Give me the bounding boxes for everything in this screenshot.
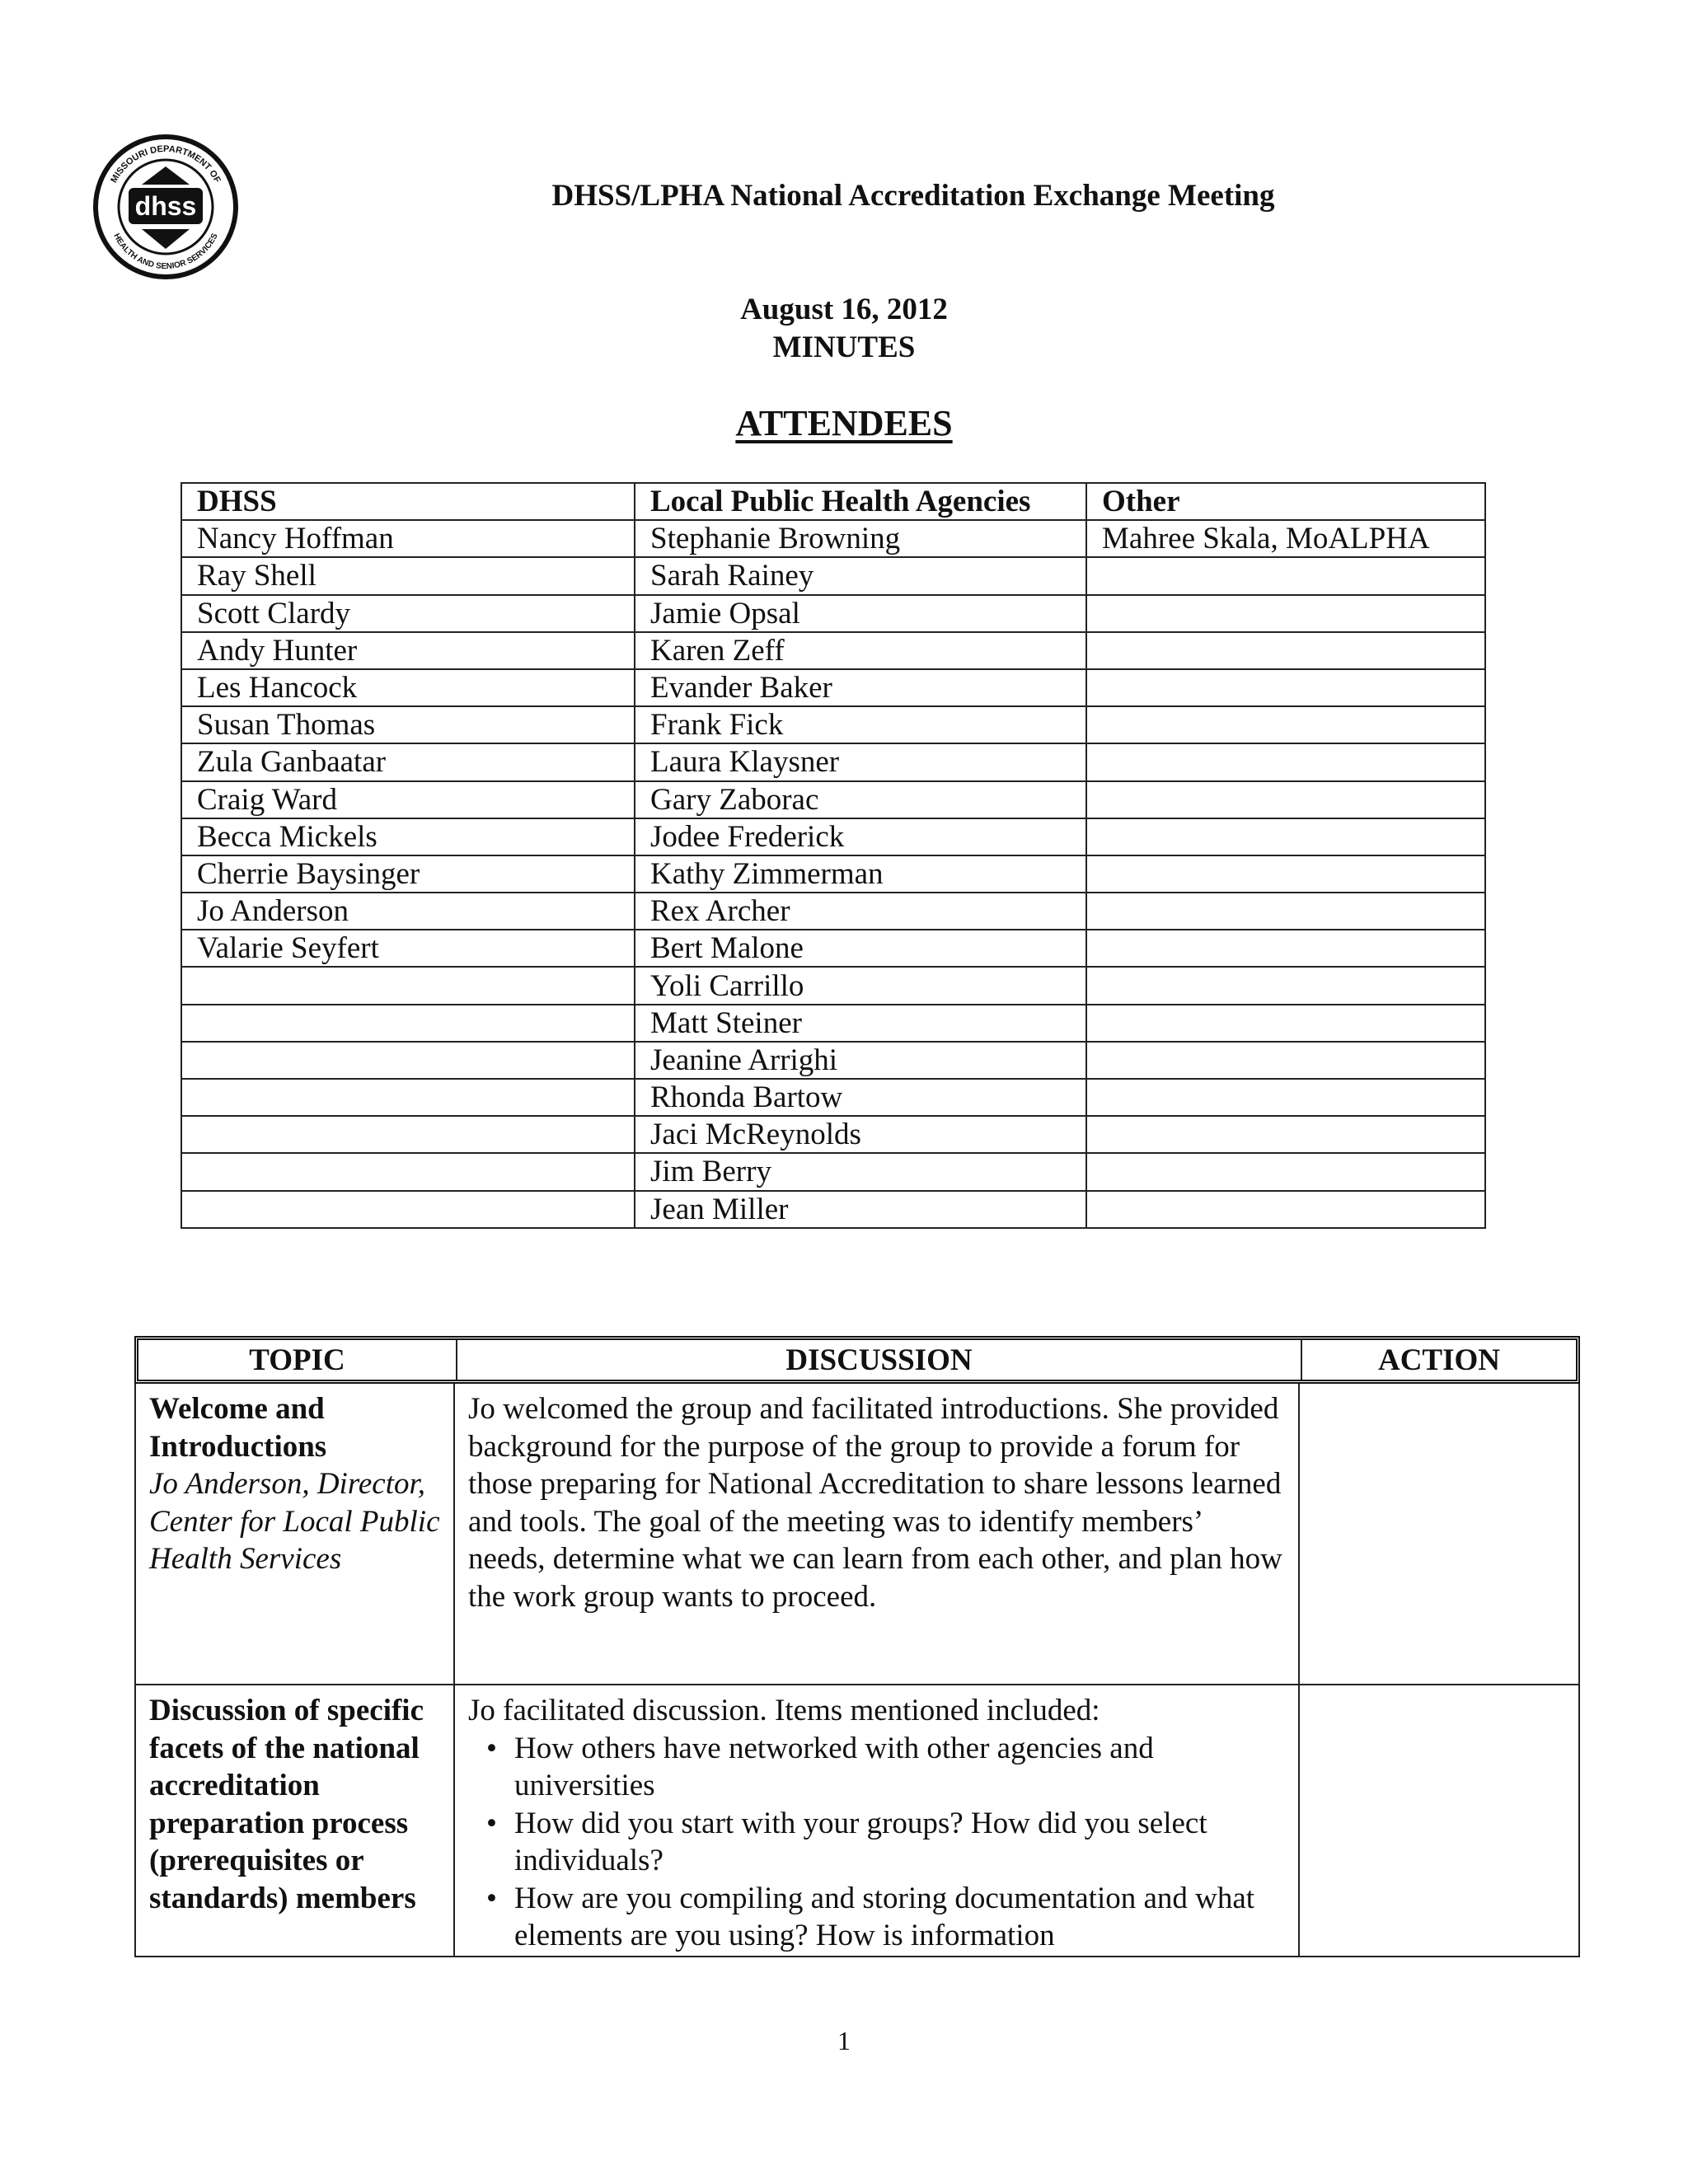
minutes-table: [134, 1336, 1580, 1957]
attendees-table: [181, 482, 1486, 1229]
attendee-other: Mahree Skala, MoALPHA: [1086, 520, 1485, 557]
attendee-dhss: [181, 967, 635, 1004]
discussion-cell: [455, 1685, 1300, 1956]
column-header-other: Other: [1086, 483, 1485, 520]
attendee-lpha: Stephanie Browning: [635, 520, 1086, 557]
attendee-other: [1086, 1191, 1485, 1228]
attendee-other: [1086, 818, 1485, 855]
attendee-dhss: Ray Shell: [181, 557, 635, 594]
attendee-dhss: Cherrie Baysinger: [181, 855, 635, 893]
attendee-lpha: Laura Klaysner: [635, 743, 1086, 780]
attendees-row: [181, 520, 1485, 557]
minutes-row: [134, 1685, 1580, 1957]
meeting-date: August 16, 2012: [740, 293, 948, 326]
attendee-lpha: Rex Archer: [635, 893, 1086, 930]
attendees-row: [181, 557, 1485, 594]
attendee-lpha: Jodee Frederick: [635, 818, 1086, 855]
attendee-dhss: [181, 1116, 635, 1153]
minutes-row: [134, 1384, 1580, 1685]
attendees-row: [181, 893, 1485, 930]
attendee-other: [1086, 557, 1485, 594]
attendee-other: [1086, 1153, 1485, 1190]
attendee-other: [1086, 1079, 1485, 1116]
attendee-other: [1086, 743, 1485, 780]
attendee-dhss: Les Hancock: [181, 669, 635, 706]
attendee-other: [1086, 855, 1485, 893]
attendee-lpha: Jeanine Arrighi: [635, 1042, 1086, 1079]
attendee-dhss: Nancy Hoffman: [181, 520, 635, 557]
attendee-dhss: [181, 1153, 635, 1190]
topic-cell: [136, 1685, 455, 1956]
svg-text:HEALTH AND SENIOR SERVICES: HEALTH AND SENIOR SERVICES: [111, 232, 220, 272]
attendee-other: [1086, 893, 1485, 930]
column-header-dhss: DHSS: [181, 483, 635, 520]
attendee-other: [1086, 930, 1485, 967]
attendee-dhss: Scott Clardy: [181, 595, 635, 632]
action-cell: [1300, 1384, 1573, 1684]
attendee-dhss: [181, 1005, 635, 1042]
attendees-row: [181, 1116, 1485, 1153]
attendee-lpha: Jamie Opsal: [635, 595, 1086, 632]
attendee-lpha: Evander Baker: [635, 669, 1086, 706]
document-type: MINUTES: [772, 330, 916, 364]
discussion-bullet: • How did you start with your groups? How did you select individuals?: [486, 1805, 1285, 1880]
attendee-dhss: Valarie Seyfert: [181, 930, 635, 967]
attendee-lpha: Karen Zeff: [635, 632, 1086, 669]
attendee-other: [1086, 706, 1485, 743]
attendees-row: [181, 743, 1485, 780]
attendee-lpha: Jim Berry: [635, 1153, 1086, 1190]
attendee-dhss: [181, 1042, 635, 1079]
attendee-other: [1086, 669, 1485, 706]
attendee-lpha: Yoli Carrillo: [635, 967, 1086, 1004]
attendee-other: [1086, 595, 1485, 632]
attendees-header-row: [181, 483, 1485, 520]
attendee-lpha: Matt Steiner: [635, 1005, 1086, 1042]
attendees-row: [181, 781, 1485, 818]
attendees-row: [181, 1079, 1485, 1116]
attendee-dhss: Susan Thomas: [181, 706, 635, 743]
column-header-topic: TOPIC: [138, 1340, 457, 1380]
attendee-lpha: Bert Malone: [635, 930, 1086, 967]
attendee-other: [1086, 1005, 1485, 1042]
column-header-action: ACTION: [1377, 1343, 1501, 1377]
discussion-bullet: • How others have networked with other agencies and universities: [486, 1730, 1285, 1805]
document-title: DHSS/LPHA National Accreditation Exchange Meeting: [551, 179, 1275, 213]
column-header-lpha: Local Public Health Agencies: [635, 483, 1086, 520]
topic-presenter: Jo Anderson, Director, Center for Local Public Health Services: [149, 1467, 440, 1576]
attendees-row: [181, 1042, 1485, 1079]
attendees-row: [181, 706, 1485, 743]
attendee-lpha: Jean Miller: [635, 1191, 1086, 1228]
attendee-dhss: Andy Hunter: [181, 632, 635, 669]
attendee-dhss: Zula Ganbaatar: [181, 743, 635, 780]
attendee-other: [1086, 1116, 1485, 1153]
topic-cell: [136, 1384, 455, 1684]
attendees-row: [181, 595, 1485, 632]
action-cell: [1300, 1685, 1573, 1956]
svg-text:MISSOURI DEPARTMENT OF: MISSOURI DEPARTMENT OF: [109, 143, 223, 185]
page-number: 1: [837, 2026, 851, 2055]
discussion-cell: [455, 1384, 1300, 1684]
attendee-dhss: [181, 1191, 635, 1228]
attendee-lpha: Frank Fick: [635, 706, 1086, 743]
attendee-other: [1086, 781, 1485, 818]
attendees-row: [181, 669, 1485, 706]
attendees-row: [181, 632, 1485, 669]
attendee-dhss: [181, 1079, 635, 1116]
attendee-lpha: Rhonda Bartow: [635, 1079, 1086, 1116]
svg-text:dhss: dhss: [134, 191, 197, 221]
attendee-lpha: Gary Zaborac: [635, 781, 1086, 818]
attendee-other: [1086, 632, 1485, 669]
attendee-lpha: Jaci McReynolds: [635, 1116, 1086, 1153]
discussion-bullet: • How are you compiling and storing documentation and what elements are you using? How is information: [486, 1880, 1285, 1955]
attendees-row: [181, 930, 1485, 967]
attendee-lpha: Sarah Rainey: [635, 557, 1086, 594]
attendees-row: [181, 1005, 1485, 1042]
column-header-discussion: DISCUSSION: [457, 1340, 1302, 1380]
attendee-dhss: Craig Ward: [181, 781, 635, 818]
attendees-row: [181, 967, 1485, 1004]
topic-title: Welcome and Introductions: [149, 1392, 327, 1464]
topic-title: Discussion of specific facets of the national accreditation preparation process (prerequisites or standards) members: [149, 1694, 424, 1915]
attendee-lpha: Kathy Zimmerman: [635, 855, 1086, 893]
attendees-row: [181, 1153, 1485, 1190]
discussion-intro: Jo facilitated discussion. Items mentioned included:: [468, 1694, 1100, 1727]
minutes-header-row: [134, 1336, 1580, 1384]
attendees-row: [181, 855, 1485, 893]
attendee-dhss: Becca Mickels: [181, 818, 635, 855]
discussion-bullet-list: [468, 1730, 1285, 1955]
attendees-row: [181, 818, 1485, 855]
attendee-other: [1086, 967, 1485, 1004]
attendees-row: [181, 1191, 1485, 1228]
discussion-text: Jo welcomed the group and facilitated introductions. She provided background for the purpose of the group to provide a forum for those preparing for National Accreditation to share lessons learned and tools. The goal of the meeting was to identify members’ needs, determine what we can learn from each other, and plan how the work group wants to proceed.: [468, 1392, 1282, 1614]
attendee-dhss: Jo Anderson: [181, 893, 635, 930]
attendee-other: [1086, 1042, 1485, 1079]
attendees-heading: ATTENDEES: [735, 403, 953, 443]
